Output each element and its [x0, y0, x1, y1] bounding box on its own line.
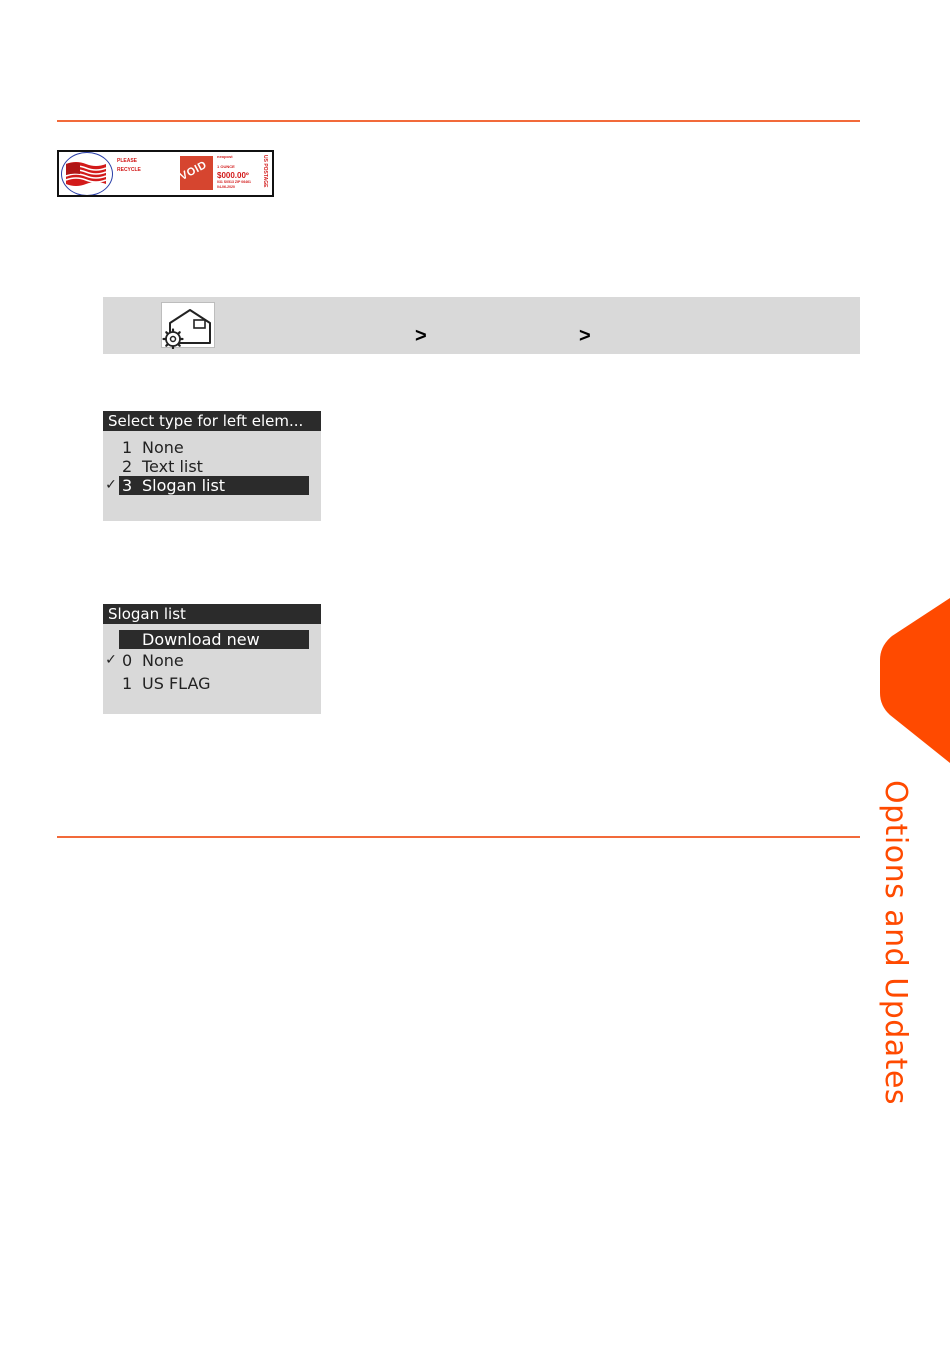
check-icon: ✓	[105, 477, 117, 493]
screen-title: Slogan list	[103, 604, 321, 624]
item-label: None	[142, 438, 184, 457]
item-number: 2	[122, 457, 133, 476]
void-text: VOID	[177, 158, 210, 184]
menu-item-us-flag[interactable]	[103, 674, 321, 693]
item-number: 0	[122, 651, 133, 670]
slogan-line-1: PLEASE	[117, 158, 138, 164]
lcd-screen-select-type	[103, 411, 321, 521]
menu-item-none[interactable]	[103, 438, 321, 457]
bottom-divider	[57, 836, 860, 838]
lcd-screen-slogan-list	[103, 604, 321, 714]
item-number: 1	[122, 674, 133, 693]
menu-item-slogan-list[interactable]	[103, 476, 321, 495]
us-postage-vertical	[262, 155, 270, 193]
item-label: Text list	[142, 457, 203, 476]
menu-item-text-list[interactable]	[103, 457, 321, 476]
item-number: 1	[122, 438, 133, 457]
menu-item-download-new[interactable]	[103, 630, 321, 649]
brand-text: neopost	[217, 154, 233, 159]
chapter-title: Options and Updates	[878, 780, 913, 1106]
us-postage-text: US POSTAGE	[262, 155, 268, 188]
weight-text: 1 OUNCE	[217, 164, 235, 169]
slogan-line-2: RECYCLE	[117, 167, 141, 173]
item-label: US FLAG	[142, 674, 211, 693]
top-divider	[57, 120, 860, 122]
indicia-illustration	[57, 150, 274, 197]
menu-path-bar	[103, 297, 860, 354]
date-text: 04-06-2020	[217, 185, 235, 189]
item-label: Slogan list	[142, 476, 226, 495]
item-label: Download new	[142, 630, 260, 649]
menu-item-none[interactable]	[103, 651, 321, 670]
chapter-tab-shape	[880, 598, 950, 763]
check-icon: ✓	[105, 652, 117, 668]
envelope-gear-icon	[161, 302, 215, 348]
us-flag-icon	[64, 160, 108, 188]
path-separator-2: >	[579, 325, 591, 347]
path-separator-1: >	[415, 325, 427, 347]
item-label: None	[142, 651, 184, 670]
screen-title: Select type for left elem...	[103, 411, 321, 431]
item-number: 3	[122, 476, 133, 495]
postage-amount: $000.00º	[217, 171, 249, 180]
meter-zip-text: 031 S0513 ZIP 06461	[217, 180, 251, 184]
